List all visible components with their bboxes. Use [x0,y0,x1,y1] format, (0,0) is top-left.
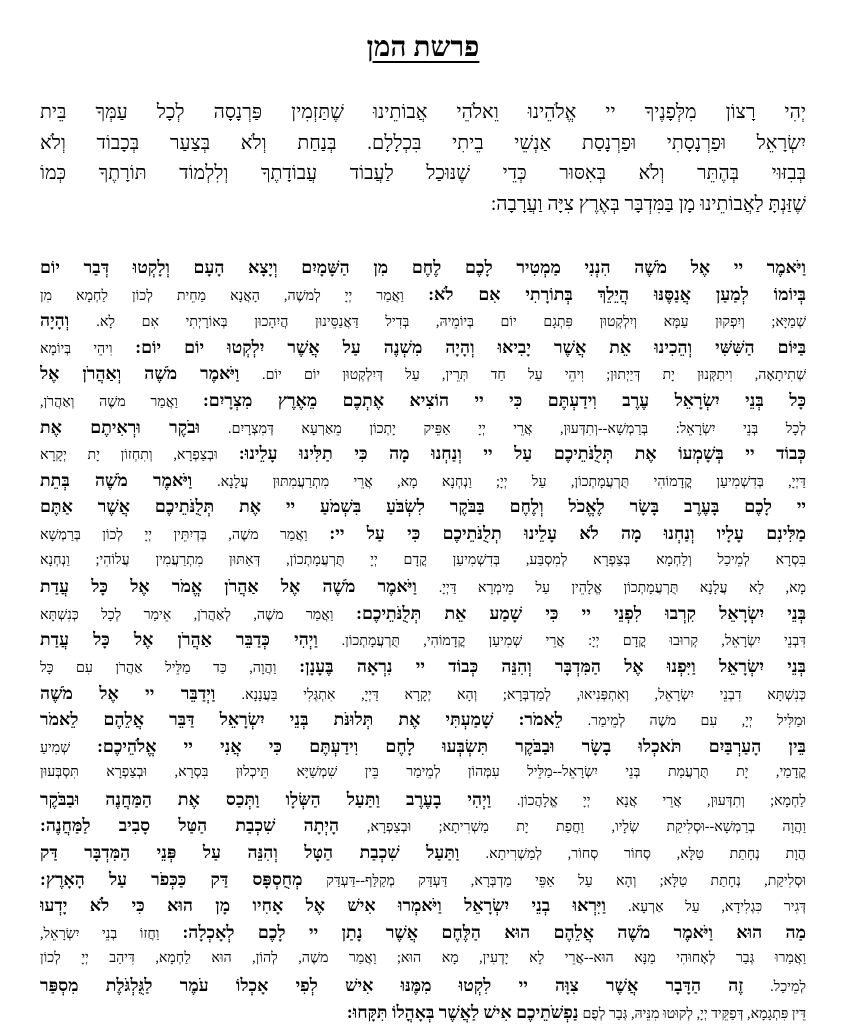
verse-text: כָּל בְּנֵי יִשְׂרָאֵל עֶרֶב וִידַעְתֶּם כִּי יי הוֹצִיא אֶתְכֶם מֵאֶרֶץ מִצְרָיִם: [202,389,806,410]
passage-line [40,759,806,786]
targum-text: לְמֵיכַל. [770,979,806,996]
passage-line [40,733,806,760]
targum-text: דֵּין פִּתְגָמָא, דְּפַקֵּיד יְיָ, לְקוּטוּ מִנֵּיהּ, גְּבַר לְפֻם [582,1005,806,1022]
passage-line [40,573,806,600]
targum-text: וּסְלִיקַת, נְחָתַת טַלָּא; וְהָא עַל אַפֵּי מַדְבְּרָא, דַּעְדַּק מְקַלַּף--דַּעְדַּק [326,872,806,889]
parsha-passage [40,254,806,1025]
passage-line [40,547,806,574]
passage-line [40,786,806,813]
verse-text: כְּבוֹד יי בְּשָׁמְעוֹ אֶת תְּלֻנֹּתֵיכֶם עַל יי וְנַחְנוּ מָה כִּי תַלִּינוּ עָלֵינוּ: [238,443,806,464]
prayer-line: בְּבִזּוּי בְּהֶתֵּר וְלֹא בְּאִסּוּר כְּדֵי שֶׁנּוּכַל לַעֲבוֹד עֲבוֹדָתֶךָ וְלִלְמוֹד תּוֹרָתֶךָ כְּמוֹ [40,163,806,184]
passage-line [40,892,806,919]
targum-text: וַהֲוָה בְרַמְשָׁא--וּסְלִיקַת שְׂלָיו, וַחֲפַת יָת מַשְׁרִיתָא; וּבְצַפְרָא, [366,819,806,836]
verse-text: וַיֹּאמֶר יי אֶל מֹשֶׁה הִנְנִי מַמְטִיר לָכֶם לֶחֶם מִן הַשָּׁמָיִם וְיָצָא הָעָם וְלָקְטוּ דְּבַר יוֹם [40,257,806,277]
verse-text: וְהָיָה [40,310,70,331]
verse-text: וַיֹּאמֶר מֹשֶׁה וְאַהֲרֹן אֶל [40,363,240,384]
targum-text: לַחְמָא; וְתִדְּעוּן, אֲרֵי אֲנָא יְיָ אֱלָהֲכוֹן. [516,792,806,809]
targum-text: הֲוָת נְחָתַת טַלָּא, סְחוֹר סְחוֹר, לְמַשְׁרִיתָא. [485,846,806,863]
prayer-line: יְהִי רָצוֹן מִלְּפָנֶיךָ יי אֱלֹהֵינוּ וֵאלֹהֵי אֲבוֹתֵינוּ שֶׁתַּזְמִין פַּרְנָסָה לְכָל עַמְּךָ בֵּית [40,102,806,123]
passage-line [40,680,806,707]
passage-line [40,999,806,1025]
verse-text: וַיֹּאמֶר מֹשֶׁה אֶל אַהֲרֹן אֱמֹר אֶל כָּל עֲדַת [40,576,417,597]
passage-line [40,653,806,680]
passage-line [40,626,806,653]
targum-text: מָא, לָא עֲלָנָא תֻּרְעֲמָתְכוֹן אֱלָהֵין עַל מֵימְרָא דַּיְיָ. [438,580,806,597]
passage-line [40,945,806,972]
targum-text: דְּגִיר כִּגְלִידָא, עַל אַרְעָא. [628,899,806,916]
passage-line [40,440,806,467]
targum-text: וַחֲזוֹ בְנֵי יִשְׂרָאֵל, [40,925,160,942]
targum-text: כְּנִשְׁתָּא דִבְנֵי יִשְׂרָאֵל, וְאִתְפְּנִיאוּ, לְמַדְבְּרָא; וְהָא יְקָרָא דַּיְיָ, אִתְגְּלִי בַּעֲנָנָא. [241,686,806,703]
verse-text: בְּיוֹמוֹ לְמַעַן אֲנַסֶּנּוּ הֲיֵלֵךְ בְּתוֹרָתִי אִם לֹא: [428,283,806,304]
verse-text: וַיְהִי בָעֶרֶב וַתַּעַל הַשְּׂלָו וַתְּכַס אֶת הַמַּחֲנֶה וּבַבֹּקֶר [40,788,492,809]
verse-text: יי לָכֶם בָּעֶרֶב בָּשָׂר לֶאֱכֹל וְלֶחֶם בַּבֹּקֶר לִשְׂבֹּעַ בִּשְׁמֹעַ יי אֶת תְּלֻנֹּתֵיכֶם אֲשֶׁר אַתֶּם [40,496,806,517]
verse-text: הָיְתָה שִׁכְבַת הַטַּל סָבִיב לַמַּחֲנֶה: [40,815,340,836]
passage-line [40,334,806,361]
verse-text: וַתַּעַל שִׁכְבַת הַטָּל וְהִנֵּה עַל פְּנֵי הַמִּדְבָּר דַּק [40,842,460,863]
verse-text: בְּנֵי יִשְׂרָאֵל קִרְבוּ לִפְנֵי יי כִּי שָׁמַע אֵת תְּלֻנֹּתֵיכֶם: [356,602,806,623]
targum-text: קֳדָמַי, יָת תֻּרְעֲמַת בְּנֵי יִשְׂרָאֵל--מַלֵּיל עִמְּהוֹן לְמֵימַר בֵּין שִׁמְשַׁיָּא תֵּיכְלוּן בִּסְרָא, וּבְצַפְרָא תִּסְבְּעוּן [40,764,806,781]
passage-line [40,254,806,281]
verse-text: וַיִּרְאוּ בְנֵי יִשְׂרָאֵל וַיֹּאמְרוּ אִישׁ אֶל אָחִיו מָן הוּא כִּי לֹא יָדְעוּ [40,895,606,916]
targum-text: וִיהֵי בְּיוֹמָא [40,340,113,357]
verse-text: מַלִּינִם עָלָיו וְנַחְנוּ מָה לֹא עָלֵינוּ תְלֻנֹּתֵיכֶם כִּי עַל יי: [329,522,806,543]
prayer-line: יִשְׂרָאֵל וּפַרְנָסָתִי וּפַרְנָסַת אַנְשֵׁי בֵיתִי בִּכְלָלָם. בְּנַחַת וְלֹא בְּצַעַר בְּכָבוֹד וְלֹא [40,132,806,154]
targum-text: דַּיְיָ, בְּדִשְׁמִיעַן קֳדָמוֹהִי תֻּרְעֲמָתְכוֹן, עַל יְיָ; וַנְחְנָא מָא, אֲרֵי מִתְרַעֲמִתּוּן עֲלָנָא. [217,473,806,490]
targum-text: דִּבְנֵי יִשְׂרָאֵל, קְרוּבוּ קֳדָם יְיָ: אֲרֵי שְׁמִיעַן קֳדָמוֹהִי, תֻּרְעֲמָתְכוֹן. [341,633,806,650]
verse-text: וַיְהִי כְּדַבֵּר אַהֲרֹן אֶל כָּל עֲדַת [40,629,318,650]
verse-text: מַה הוּא וַיֹּאמֶר מֹשֶׁה אֲלֵהֶם הוּא הַלֶּחֶם אֲשֶׁר נָתַן יי לָכֶם לְאָכְלָה: [182,921,806,942]
targum-text: בִּסְרָא לְמֵיכַל וְלַחְמָא בְּצַפְרָא לְמִסְבַּע, בְּדִשְׁמִיעַן קֳדָם יְיָ תֻּרְעֲמָתְכוֹן, דְּאַתּוּן מִתְרַעֲמִין עֲלוֹהִי; וַנְחְנָא [40,551,806,568]
verse-text: זֶה הַדָּבָר אֲשֶׁר צִוָּה יי לִקְטוּ מִמֶּנּוּ אִישׁ לְפִי אָכְלוֹ עֹמֶר לַגֻּלְגֹּלֶת מִסְפַּר [40,975,744,996]
prayer-paragraph [40,98,806,220]
verse-text: בְּנֵי יִשְׂרָאֵל וַיִּפְנוּ אֶל הַמִּדְבָּר וְהִנֵּה כְּבוֹד יי נִרְאָה בֶּעָנָן: [299,655,806,676]
verse-text: בַּיּוֹם הַשִּׁשִּׁי וְהֵכִינוּ אֵת אֲשֶׁר יָבִיאוּ וְהָיָה מִשְׁנֶה עַל אֲשֶׁר יִלְקְטוּ יוֹם יוֹם: [135,336,806,357]
targum-text: שְׁמִיעַ [40,739,71,756]
passage-line [40,281,806,308]
page-title: פרשת המן [366,32,480,63]
verse-text: מְחֻסְפָּס דַּק כַּכְּפֹר עַל הָאָרֶץ: [40,868,303,889]
prayer-line: שֶׁזַּנְתָּ לַאֲבוֹתֵינוּ מָן בַּמִּדְבָּר בְּאֶרֶץ צִיָּה וַעֲרָבָה: [490,193,806,215]
passage-line [40,600,806,627]
targum-text: וַאֲמַר יְיָ לְמשֶׁה, הָאֲנָא מַחֵית לְכוֹן לַחְמָא מִן [40,287,404,304]
verse-text: וַיֹּאמֶר מֹשֶׁה בְּתֵת [40,469,193,490]
passage-line [40,972,806,999]
passage-line [40,307,806,334]
passage-line [40,467,806,494]
passage-line [40,812,806,839]
targum-text: שְׁמַיָּא; וְיִפְקוּן עַמָּא וְיִלְקְטוּן פִּתְגָם יוֹם בְּיוֹמֵיהּ, בְּדִיל דַּאֲנַסֵּינוּן הֲיִהָכוּן בְּאוֹרָיְתִי אִם לָא. [96,314,806,331]
passage-line [40,520,806,547]
passage-line [40,414,806,441]
passage-line [40,706,806,733]
targum-text: וַאֲמַר משֶׁה וְאַהֲרֹן, [40,393,178,410]
passage-line [40,360,806,387]
targum-text: וּבְצַפְרָא, וְתִחְזוֹן יָת יְקָרָא [40,447,218,464]
verse-text: וַיְדַבֵּר יי אֶל מֹשֶׁה [40,682,216,703]
verse-text: לֵאמֹר: שָׁמַעְתִּי אֶת תְּלוּנֹּת בְּנֵי יִשְׂרָאֵל דַּבֵּר אֲלֵהֶם לֵאמֹר [40,709,563,730]
targum-text: וַאֲמַרוּ גְּבַר לְאָחוּהִי מַנָּא הוּא--אֲרֵי לָא יָדְעִין, מָא הוּא; וַאֲמַר משֶׁה, לְהוֹן, הוּא לַחְמָא, דִּיהַב יְיָ לְכוֹן [40,950,806,967]
passage-line [40,493,806,520]
targum-text: וַאֲמַר משֶׁה, לְאַהֲרֹן, אֵימַר לְכָל כְּנִשְׁתָּא [40,606,334,623]
targum-text: וַאֲמַר משֶׁה, בְּדְיִתֵּין יְיָ לְכוֹן בְּרַמְשָׁא [40,526,308,543]
passage-line [40,919,806,946]
passage-line [40,387,806,414]
verse-text: בֵּין הָעַרְבַּיִם תֹּאכְלוּ בָשָׂר וּבַבֹּקֶר תִּשְׂבְּעוּ לָחֶם וִידַעְתֶּם כִּי אֲנִי יי אֱלֹהֵיכֶם: [97,735,806,756]
targum-text: שְׁתִיתָאָה, וִיתַקְּנוּן יָת דְּיַיְתוּן; וִיהֵי עַל חַד תְּרֵין, עַל דְּיִלְקְטוּן יוֹם יוֹם. [262,367,806,384]
targum-text: לְכָל בְּנֵי יִשְׂרָאֵל: בְּרַמְשָׁא--וְתִדְּעוּן, אֲרֵי יְיָ אַפֵּיק יָתְכוֹן מֵאַרְעָא דְּמִצְרָיִם. [228,420,806,437]
targum-text: וּמַלִּיל יְיָ, עִם משֶׁה לְמֵימַר. [587,713,806,730]
passage-line [40,866,806,893]
passage-line [40,839,806,866]
targum-text: וַהֲוָה, כַּד מַלֵּיל אַהֲרֹן עִם כָּל [40,659,277,676]
verse-text: וּבֹקֶר וּרְאִיתֶם אֶת [40,416,201,437]
verse-text: נַפְשֹׁתֵיכֶם אִישׁ לַאֲשֶׁר בְּאָהֳלוֹ תִּקָּחוּ: [346,1001,579,1022]
